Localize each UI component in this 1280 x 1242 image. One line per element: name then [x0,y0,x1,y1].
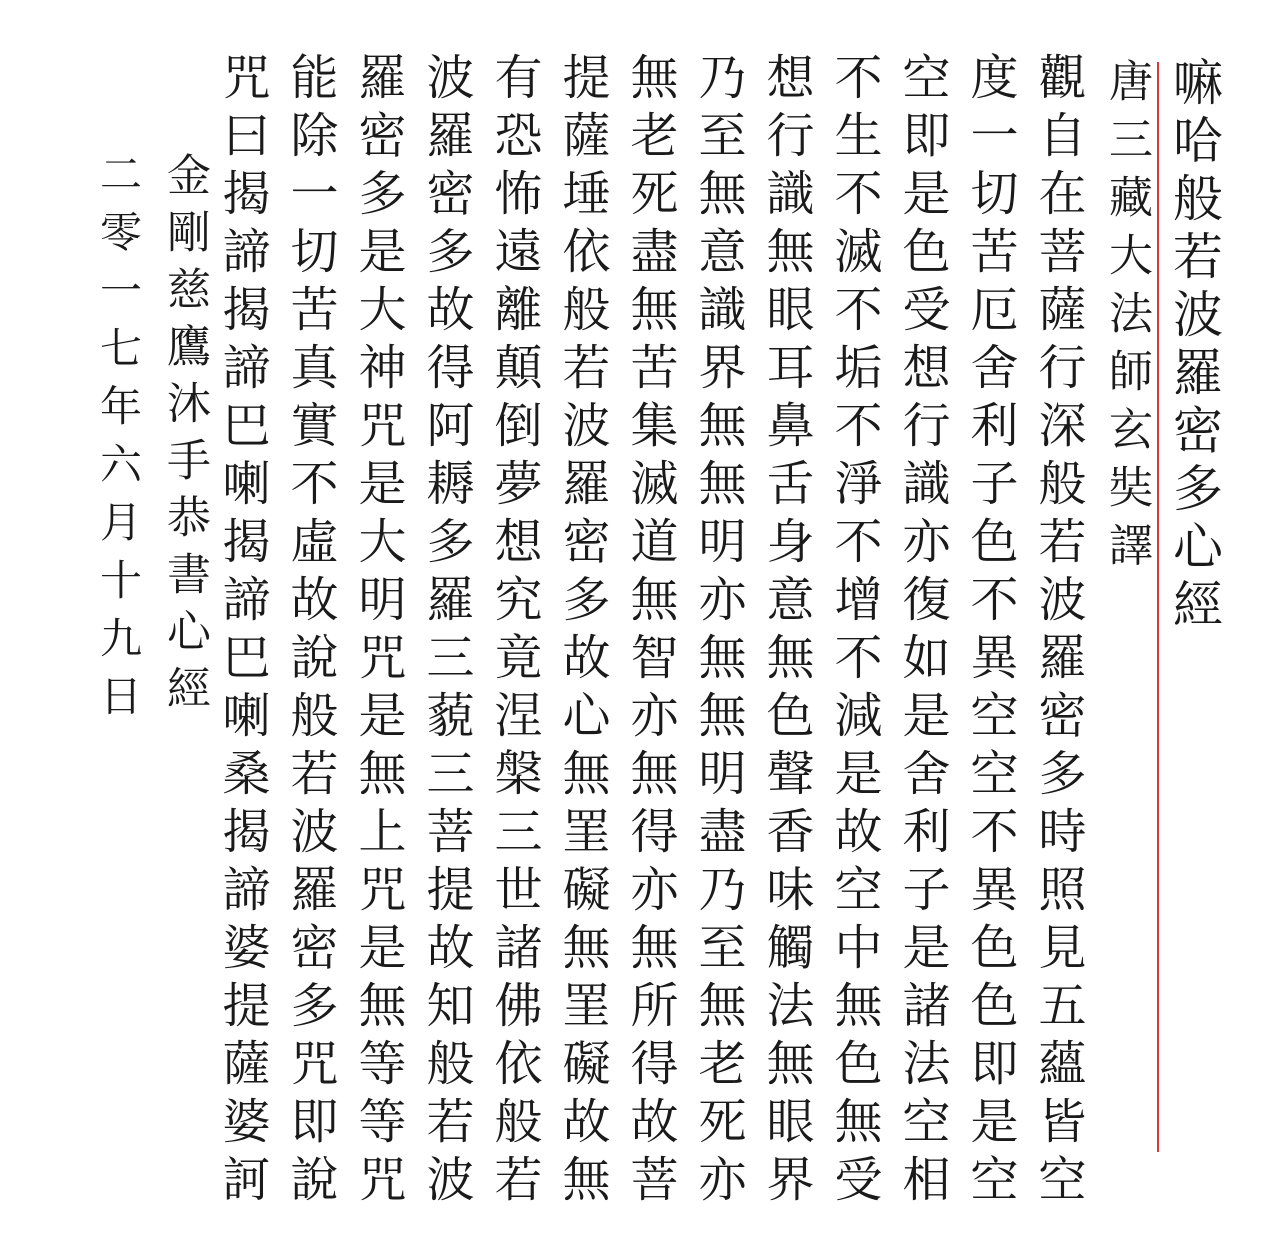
text-column-12: 能除一切苦真實不虛故說般若波羅密多咒即說 [282,52,338,1212]
sutra-title: 嘛哈般若波羅密多心經 [1165,56,1223,636]
text-column-4: 不生不滅不垢不淨不增不減是故空中無色無受 [826,52,882,1212]
translator-credit: 唐三藏大法師玄奘譯 [1101,58,1152,580]
text-column-11: 羅密多是大神咒是大明咒是無上咒是無等等咒 [350,52,406,1212]
text-column-13: 咒曰揭諦揭諦巴喇揭諦巴喇桑揭諦婆提薩婆訶 [214,52,270,1212]
text-column-3: 空即是色受想行識亦復如是舍利子是諸法空相 [894,52,950,1212]
text-column-10: 波羅密多故得阿耨多羅三藐三菩提故知般若波 [418,52,474,1212]
text-column-6: 乃至無意識界無無明亦無無明盡乃至無老死亦 [690,52,746,1212]
text-column-1: 觀自在菩薩行深般若波羅密多時照見五蘊皆空 [1030,52,1086,1212]
text-column-2: 度一切苦厄舍利子色不異空空不異色色即是空 [962,52,1018,1212]
date-column: 二零一七年六月十九日 [94,152,143,732]
calligrapher-signature: 金剛慈鷹沐手恭書心經 [159,152,210,722]
text-column-7: 無老死盡無苦集滅道無智亦無得亦無所得故菩 [622,52,678,1212]
text-column-8: 提薩埵依般若波羅密多故心無罣礙無罣礙故無 [554,52,610,1212]
text-column-9: 有恐怖遠離顛倒夢想究竟涅槃三世諸佛依般若 [486,52,542,1212]
text-column-5: 想行識無眼耳鼻舌身意無色聲香味觸法無眼界 [758,52,814,1212]
